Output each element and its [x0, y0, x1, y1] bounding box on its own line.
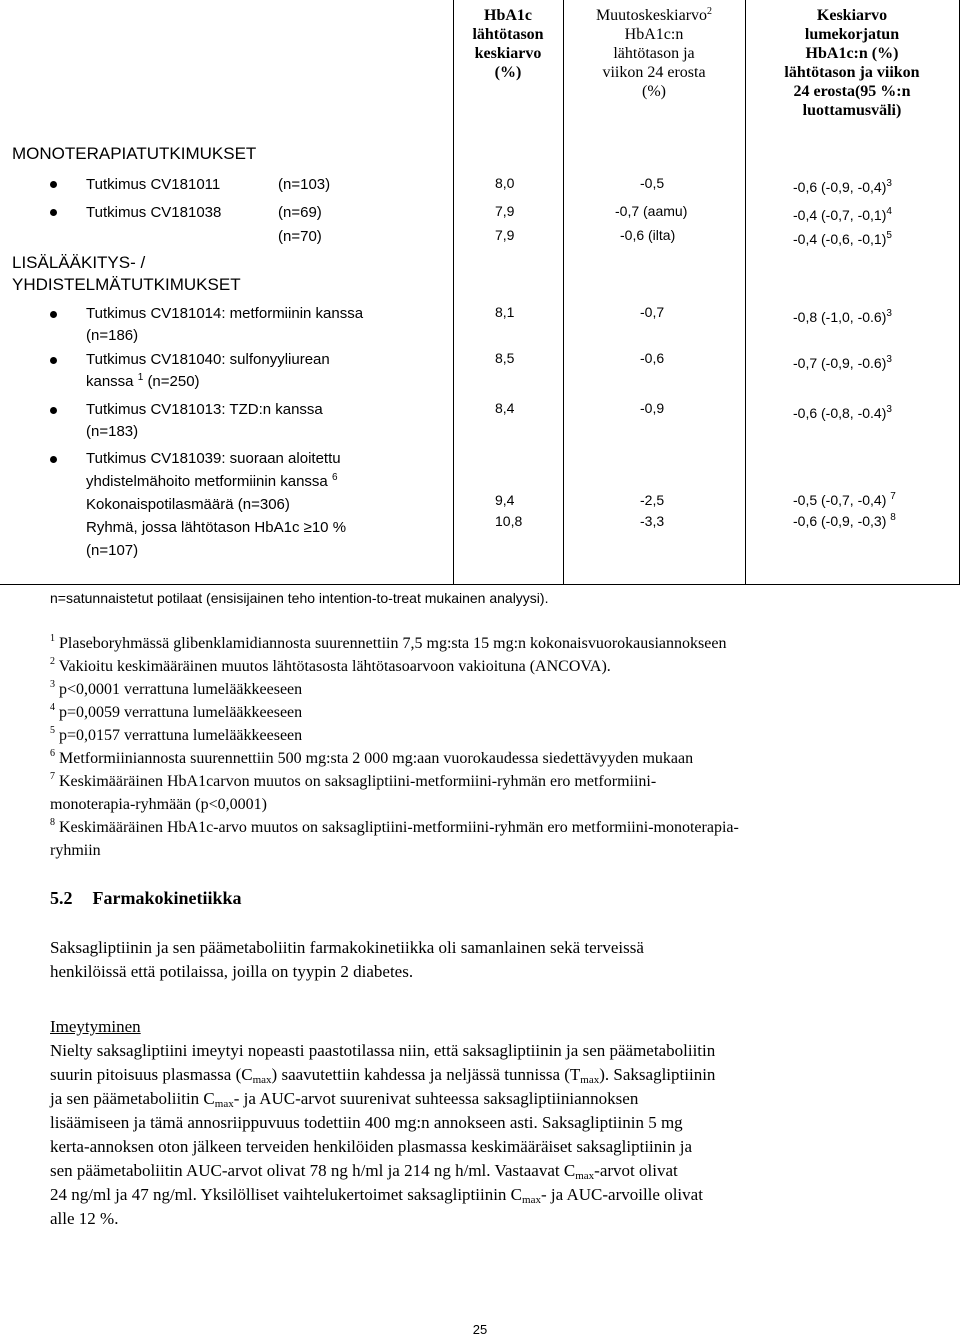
section-monotherapy: MONOTERAPIATUTKIMUKSET — [12, 144, 257, 163]
header-mean-change: Muutoskeskiarvo$^2$ HbA1c:n lähtötason ja viikon 24 erosta (%) — [595, 6, 713, 100]
page-number: 25 — [472, 1322, 488, 1337]
bullet-icon — [50, 209, 57, 216]
footnote: $^6$ Metformiiniannosta suurennettiin 500 mg:sta 2 000 mg:aan vuorokaudessa siedettävyyden mukaan — [50, 748, 694, 767]
footnote: $^7$ Keskimääräinen HbA1carvon muutos on saksagliptiini-metformiini-ryhmän ero metformiini- — [50, 771, 657, 790]
footnote: $^3$ p<0,0001 verrattuna lumelääkkeeseen — [50, 679, 303, 698]
header-placebo-corrected: Keskiarvo lumekorjatun HbA1c:n (%) lähtötason ja viikon 24 erosta(95 %:n luottamusväli) — [784, 7, 920, 119]
footnote: $^8$ Keskimääräinen HbA1c-arvo muutos on saksagliptiini-metformiini-ryhmän ero metformiini-monoterapia- — [50, 817, 739, 836]
absorption-paragraph: Imeytyminen Nielty saksagliptiini imeytyi nopeasti paastotilassa niin, että saksagliptiinin ja sen päämetaboliitin suurin pitoisuus plasmassa $(C_{max})$ saavutettiin kahdessa ja neljässä tunnissa $(T_{max})$. Saksagliptiinin ja sen päämetaboliitin $C_{max}-$ ja AUC-arvot suurenivat suhteessa saksagliptiiniannoksen lisäämiseen ja tämä annosriippuvuus todettiin 400 mg:n annokseen asti. Saksagliptiinin 5 mg kerta-annoksen oton jälkeen terveiden henkilöiden plasmassa keskimääräiset saksagliptiinin ja sen päämetaboliitin AUC-arvot olivat 78 ng h/ml ja 214 ng h/ml. Vastaavat $C_{max}$-arvot olivat 24 ng/ml ja 47 ng/ml. Yksilölliset vaihtelukertoimet saksagliptiinin $C_{max}-$ ja AUC-arvoille olivat alle 12 %. — [50, 1017, 716, 1228]
section-combination: LISÄLÄÄKITYS- / YHDISTELMÄTUTKIMUKSET — [12, 253, 241, 294]
table-divider — [453, 0, 454, 585]
footnotes: $^1$ Plaseboryhmässä glibenklamidiannosta suurennettiin 7,5 mg:sta 15 mg:n kokonaisvuorokausiannokseen $^2$ Vakioitu keskimääräinen muutos lähtötasosta lähtötasoarvoon vakioituna (ANCOVA). $^3$ p<0,0001 verrattuna lumelääkkeeseen $^4$ p=0,0059 verrattuna lumelääkkeeseen $^5$ p=0,0157 verrattuna lumelääkkeeseen $^6$ Metformiiniannosta suurennettiin 500 mg:sta 2 000 mg:aan vuorokaudessa siedettävyyden mukaan $^7$ Keskimääräinen HbA1carvon muutos on saksagliptiini-metformiini-ryhmän ero metformiini- monoterapia-ryhmään (p<0,0001) $^8$ Keskimääräinen HbA1c-arvo muutos on saksagliptiini-metformiini-ryhmän ero metformiini-monoterapia- ryhmiin — [50, 632, 930, 862]
footnote: $^5$ p=0,0157 verrattuna lumelääkkeeseen — [50, 725, 303, 744]
table-bottom-border — [0, 584, 960, 585]
footnote: $^1$ Plaseboryhmässä glibenklamidiannosta suurennettiin 7,5 mg:sta 15 mg:n kokonaisvuorokausiannokseen — [50, 633, 727, 652]
bullet-icon — [50, 181, 57, 188]
footnote: $^2$ Vakioitu keskimääräinen muutos lähtötasosta lähtötasoarvoon vakioituna (ANCOVA). — [50, 656, 611, 675]
section-heading: 5.2 Farmakokinetiikka — [50, 888, 242, 908]
header-baseline: HbA1c lähtötason keskiarvo (%) — [472, 7, 544, 81]
bullet-icon — [50, 357, 57, 364]
bullet-icon — [50, 407, 57, 414]
table-note: n=satunnaistetut potilaat (ensisijainen teho intention-to-treat mukainen analyysi). — [50, 590, 549, 606]
bullet-icon — [50, 456, 57, 463]
intro-paragraph: Saksagliptiinin ja sen päämetaboliitin farmakokinetiikka oli samanlainen sekä terveissä henkilöissä että potilaissa, joilla on tyypin 2 diabetes. — [50, 938, 644, 981]
footnote: $^4$ p=0,0059 verrattuna lumelääkkeeseen — [50, 702, 303, 721]
bullet-icon — [50, 311, 57, 318]
subheading-absorption: Imeytyminen — [50, 1017, 141, 1036]
